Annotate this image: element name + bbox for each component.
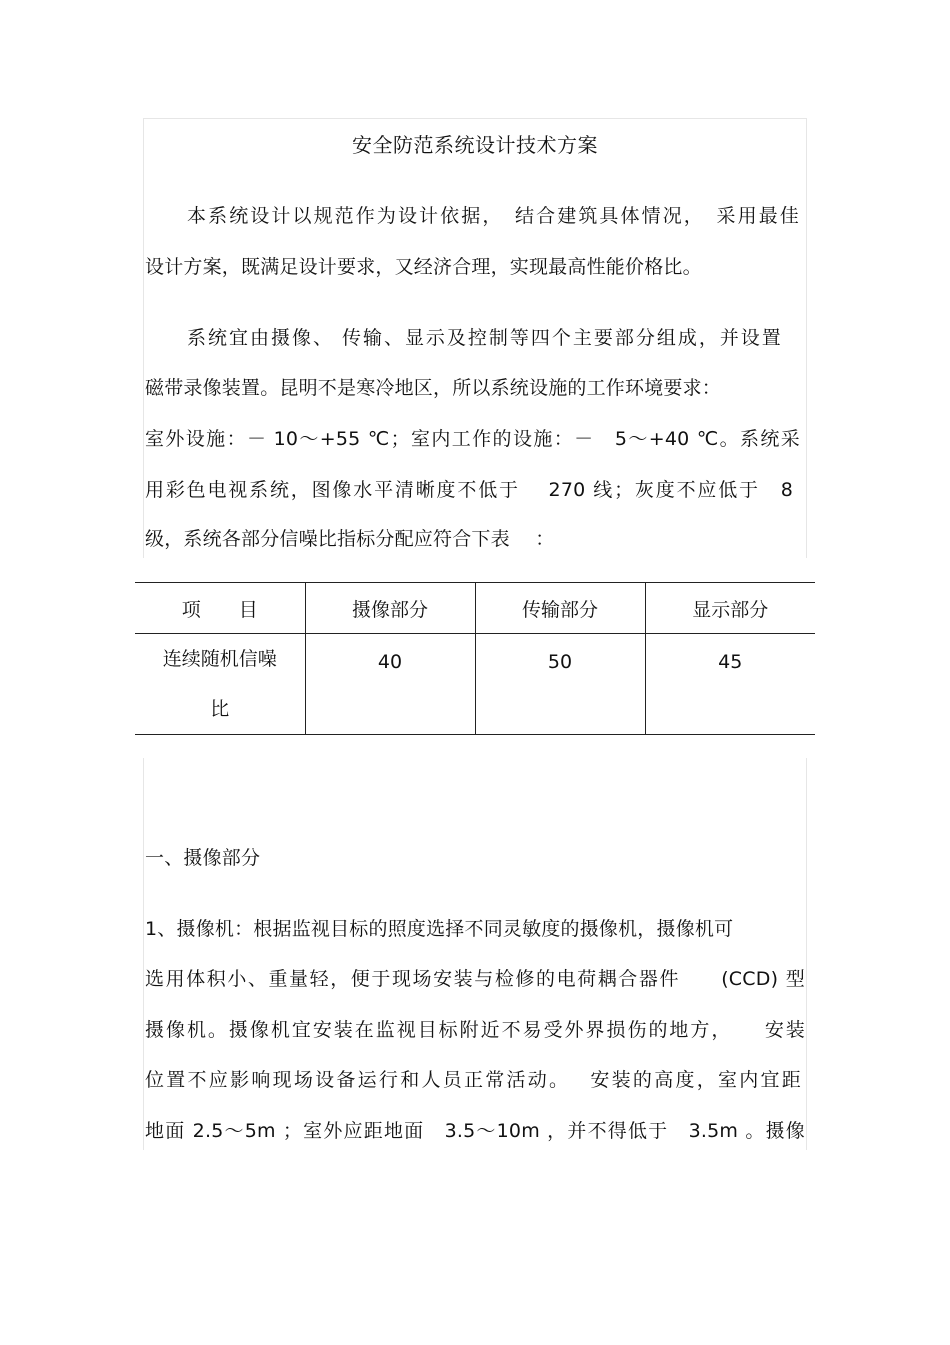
paragraph-2-line-2: 磁带录像装置。昆明不是寒冷地区，所以系统设施的工作环境要求： bbox=[145, 377, 722, 399]
table-cell-display-value: 45 bbox=[645, 634, 815, 735]
table-header-display: 显示部分 bbox=[645, 583, 815, 634]
paragraph-2-line-1: 系统宜由摄像、 传输、显示及控制等四个主要部分组成，并设置 bbox=[187, 327, 781, 349]
snr-table bbox=[135, 582, 815, 734]
table-row-label-line-1: 连续随机信噪 bbox=[162, 648, 277, 670]
frame-right-line-upper bbox=[806, 118, 807, 558]
paragraph-3-line-3: 摄像机。摄像机宜安装在监视目标附近不易受外界损伤的地方， 安装 bbox=[145, 1019, 805, 1041]
document-title: 安全防范系统设计技术方案 bbox=[352, 133, 598, 157]
table-row-label bbox=[135, 634, 305, 735]
paragraph-3-line-2: 选用体积小、重量轻，便于现场安装与检修的电荷耦合器件 (CCD) 型 bbox=[145, 968, 805, 990]
table-header-item: 项 目 bbox=[181, 598, 258, 621]
frame-top-line bbox=[143, 118, 807, 119]
paragraph-3-line-5: 地面 2.5～5m ；室外应距地面 3.5～10m ，并不得低于 3.5m 。摄像 bbox=[145, 1120, 805, 1142]
paragraph-1-line-2: 设计方案，既满足设计要求，又经济合理，实现最高性能价格比。 bbox=[145, 256, 702, 278]
table-header-transmission: 传输部分 bbox=[475, 583, 645, 634]
paragraph-2-line-4: 用彩色电视系统，图像水平清晰度不低于 270 线；灰度不应低于 8 bbox=[145, 479, 793, 501]
section-heading: 一、摄像部分 bbox=[145, 847, 261, 869]
table-cell-transmission-value: 50 bbox=[475, 634, 645, 735]
paragraph-3-line-4: 位置不应影响现场设备运行和人员正常活动。 安装的高度，室内宜距 bbox=[145, 1069, 801, 1091]
frame-left-line-lower bbox=[143, 758, 144, 1150]
paragraph-1-line-1: 本系统设计以规范作为设计依据， 结合建筑具体情况， 采用最佳 bbox=[187, 205, 799, 227]
paragraph-3-line-1: 1、摄像机：根据监视目标的照度选择不同灵敏度的摄像机，摄像机可 bbox=[145, 918, 734, 940]
frame-right-line-lower bbox=[806, 758, 807, 1150]
table-row bbox=[135, 634, 815, 735]
table-cell-camera-value: 40 bbox=[305, 634, 475, 735]
paragraph-2-line-3: 室外设施：－ 10～+55 ℃；室内工作的设施：－ 5～+40 ℃。系统采 bbox=[145, 428, 800, 450]
table-row-label-line-2: 比 bbox=[210, 698, 230, 720]
table-header-camera: 摄像部分 bbox=[305, 583, 475, 634]
table-header-row bbox=[135, 583, 815, 634]
paragraph-2-line-5: 级，系统各部分信噪比指标分配应符合下表 ： bbox=[145, 528, 555, 550]
frame-left-line-upper bbox=[143, 118, 144, 558]
